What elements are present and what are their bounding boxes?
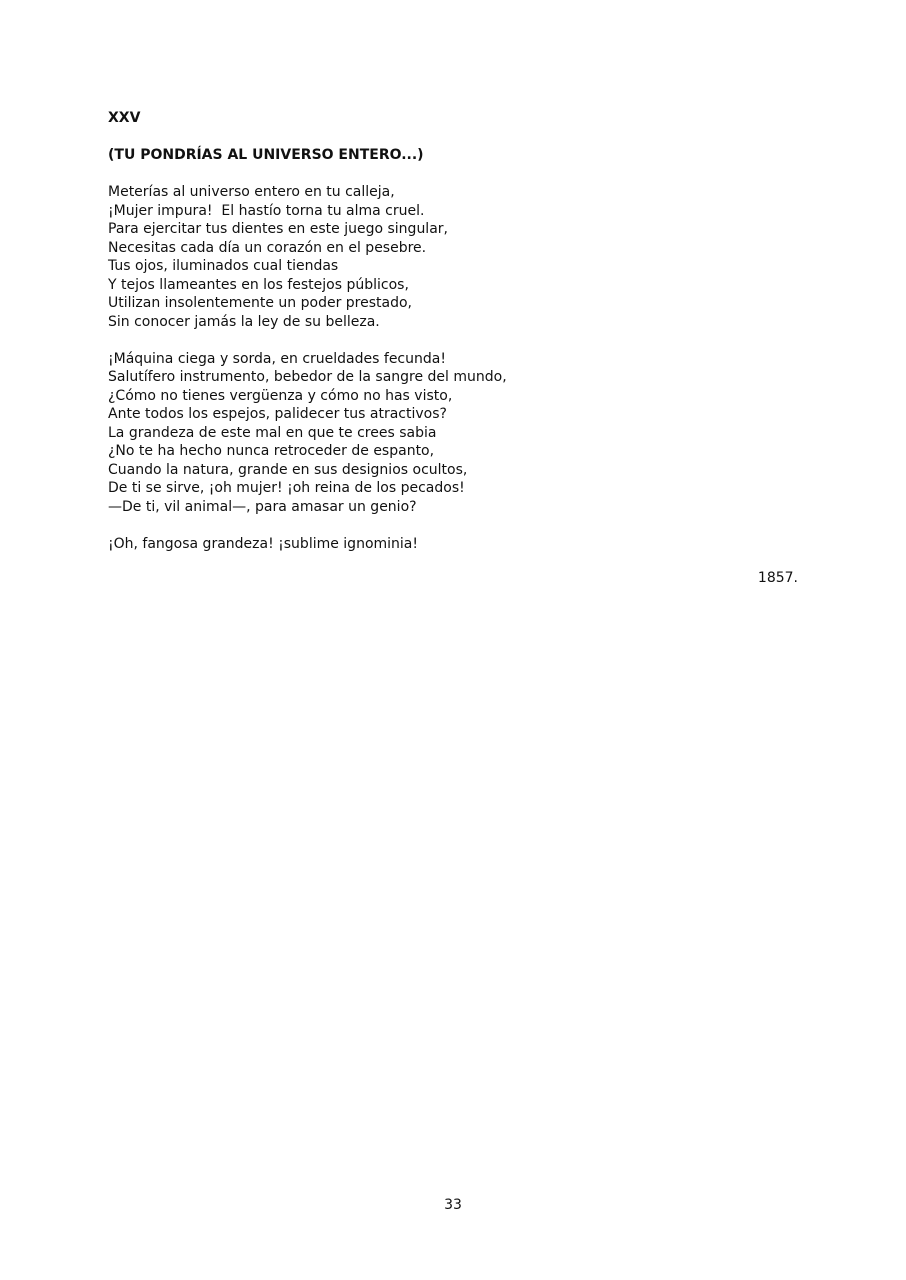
verse-line: Salutífero instrumento, bebedor de la sangre del mundo, [108, 369, 507, 385]
verse-line: —De ti, vil animal—, para amasar un genio? [108, 498, 417, 515]
verse-line: Para ejercitar tus dientes en este juego singular, [108, 221, 448, 237]
verse-line: La grandeza de este mal en que te crees sabia [108, 424, 437, 441]
page-number: 33 [444, 1197, 462, 1213]
verse-line: Meterías al universo entero en tu calleja, [108, 184, 395, 200]
verse-line: Necesitas cada día un corazón en el pesebre. [108, 239, 427, 256]
verse-line: ¡Oh, fangosa grandeza! ¡sublime ignominia! [108, 535, 418, 552]
verse-line: De ti se sirve, ¡oh mujer! ¡oh reina de los pecados! [108, 480, 465, 496]
stanza-1 [108, 183, 798, 331]
verse-line: ¡Mujer impura! El hastío torna tu alma cruel. [108, 202, 425, 219]
poem-date: 1857. [757, 570, 798, 586]
stanza-2 [108, 350, 798, 517]
verse-line: ¿Cómo no tienes vergüenza y cómo no has visto, [108, 387, 453, 404]
verse-line: Cuando la natura, grande en sus designios ocultos, [108, 461, 468, 478]
verse-line: Sin conocer jamás la ley de su belleza. [108, 313, 380, 330]
verse-line: Y tejos llameantes en los festejos públicos, [108, 276, 409, 293]
verse-line: ¿No te ha hecho nunca retroceder de espanto, [108, 443, 435, 459]
poem-title: (TU PONDRÍAS AL UNIVERSO ENTERO...) [108, 147, 424, 163]
stanza-3 [108, 535, 798, 554]
poem-number: XXV [108, 110, 141, 126]
poem [108, 109, 798, 588]
verse-line: ¡Máquina ciega y sorda, en crueldades fecunda! [108, 350, 446, 367]
verse-line: Ante todos los espejos, palidecer tus atractivos? [108, 406, 447, 422]
verse-line: Tus ojos, iluminados cual tiendas [108, 258, 339, 274]
verse-line: Utilizan insolentemente un poder prestado, [108, 295, 413, 311]
